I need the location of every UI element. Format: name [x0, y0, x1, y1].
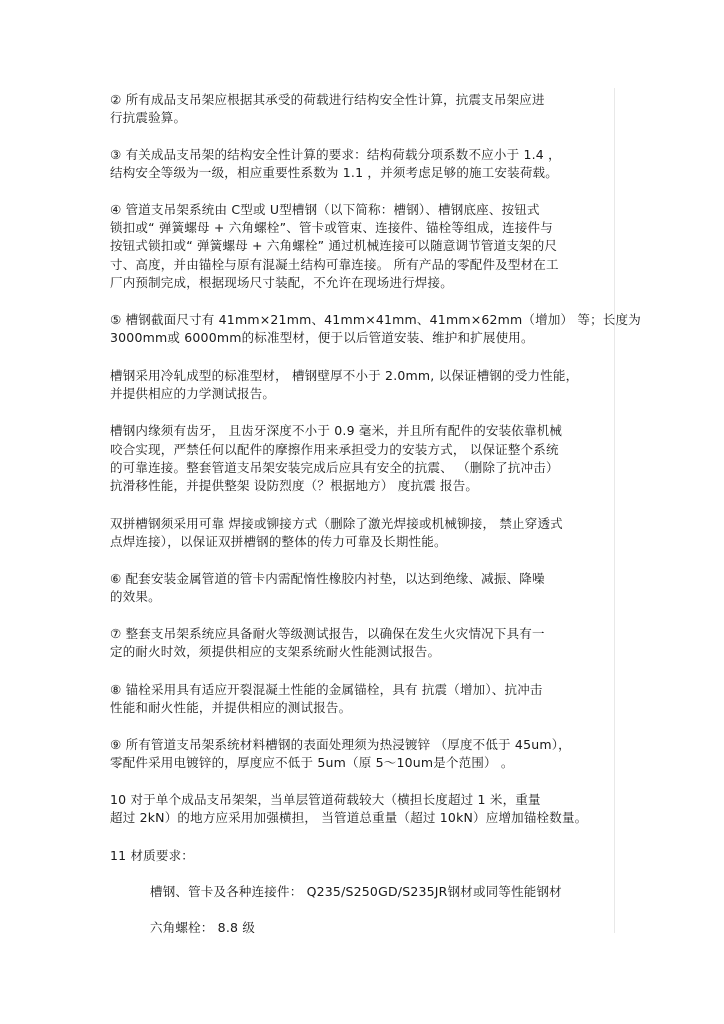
paragraph-8-line-1: ⑧ 锚栓采用具有适应开裂混凝土性能的金属锚栓，具有 抗震（增加）、抗冲击 — [110, 682, 543, 697]
paragraph-5-line-2: 3000mm或 6000mm的标准型材，便于以后管道安装、维护和扩展使用。 — [110, 330, 534, 345]
paragraph-3-line-1: ③ 有关成品支吊架的结构安全性计算的要求：结构荷载分项系数不应小于 1.4 ， — [110, 147, 561, 162]
paragraph-4-line-3: 按钮式锁扣或“ 弹簧螺母 + 六角螺栓” 通过机械连接可以随意调节管道支架的尺 — [110, 238, 558, 253]
paragraph-9-line-2: 零配件采用电镀锌的，厚度应不低于 5um（原 5～10um是个范围） 。 — [110, 755, 514, 770]
paragraph-4-line-5: 厂内预制完成，根据现场尺寸装配，不允许在现场进行焊接。 — [110, 275, 453, 290]
paragraph-11-heading: 11 材质要求： — [110, 848, 194, 863]
paragraph-7-line-1: ⑦ 整套支吊架系统应具备耐火等级测试报告，以确保在发生火灾情况下具有一 — [110, 626, 545, 641]
paragraph-4-line-4: 寸、高度，并由锚栓与原有混凝土结构可靠连接。 所有产品的零配件及型材在工 — [110, 257, 559, 272]
paragraph-3-line-2: 结构安全等级为一级，相应重要性系数为 1.1 ，并须考虑足够的施工安装荷载。 — [110, 165, 558, 180]
paragraph-5a-line-2: 并提供相应的力学测试报告。 — [110, 386, 276, 401]
paragraph-2-line-2: 行抗震验算。 — [110, 110, 187, 125]
paragraph-5c-line-1: 双拼槽钢须采用可靠 焊接或铆接方式（删除了激光焊接或机械铆接， 禁止穿透式 — [110, 516, 563, 531]
paragraph-5b-line-2: 咬合实现，严禁任何以配件的摩擦作用来承担受力的安装方式， 以保证整个系统 — [110, 442, 559, 457]
paragraph-10-line-2: 超过 2kN）的地方应采用加强横担， 当管道总重量（超过 10kN）应增加锚栓数量。 — [110, 810, 588, 825]
paragraph-10-line-1: 10 对于单个成品支吊架架，当单层管道荷载较大（横担长度超过 1 米，重量 — [110, 792, 541, 807]
paragraph-6-line-2: 的效果。 — [110, 589, 161, 604]
material-steel-line: 槽钢、管卡及各种连接件： Q235/S250GD/S235JR钢材或同等性能钢材 — [150, 884, 562, 899]
paragraph-5a-line-1: 槽钢采用冷轧成型的标准型材， 槽钢壁厚不小于 2.0mm, 以保证槽钢的受力性能， — [110, 368, 579, 383]
paragraph-5b-line-1: 槽钢内缘须有齿牙， 且齿牙深度不小于 0.9 毫米，并且所有配件的安装依靠机械 — [110, 423, 563, 438]
paragraph-6-line-1: ⑥ 配套安装金属管道的管卡内需配惰性橡胶内衬垫，以达到绝缘、减振、降噪 — [110, 571, 545, 586]
paragraph-7-line-2: 定的耐火时效，须提供相应的支架系统耐火性能测试报告。 — [110, 644, 441, 659]
material-bolt-line: 六角螺栓： 8.8 级 — [150, 920, 256, 935]
paragraph-8-line-2: 性能和耐火性能，并提供相应的测试报告。 — [110, 700, 352, 715]
page-margin-rule — [614, 88, 615, 933]
paragraph-2-line-1: ② 所有成品支吊架应根据其承受的荷载进行结构安全性计算，抗震支吊架应进 — [110, 92, 545, 107]
paragraph-5b-line-4: 抗滑移性能，并提供整架 设防烈度（？根据地方） 度抗震 报告。 — [110, 478, 479, 493]
paragraph-5-line-1: ⑤ 槽钢截面尺寸有 41mm×21mm、41mm×41mm、41mm×62mm（增加） 等；长度为 — [110, 312, 641, 327]
paragraph-4-line-2: 锁扣或“ 弹簧螺母 + 六角螺栓”、管卡或管束、连接件、锚栓等组成，连接件与 — [110, 220, 553, 235]
paragraph-5b-line-3: 的可靠连接。整套管道支吊架安装完成后应具有安全的抗震、 （删除了抗冲击） — [110, 460, 559, 475]
paragraph-5c-line-2: 点焊连接），以保证双拼槽钢的整体的传力可靠及长期性能。 — [110, 534, 447, 549]
paragraph-9-line-1: ⑨ 所有管道支吊架系统材料槽钢的表面处理须为热浸镀锌 （厚度不低于 45um）， — [110, 737, 571, 752]
paragraph-4-line-1: ④ 管道支吊架系统由 C型或 U型槽钢（以下简称：槽钢）、槽钢底座、按钮式 — [110, 202, 540, 217]
